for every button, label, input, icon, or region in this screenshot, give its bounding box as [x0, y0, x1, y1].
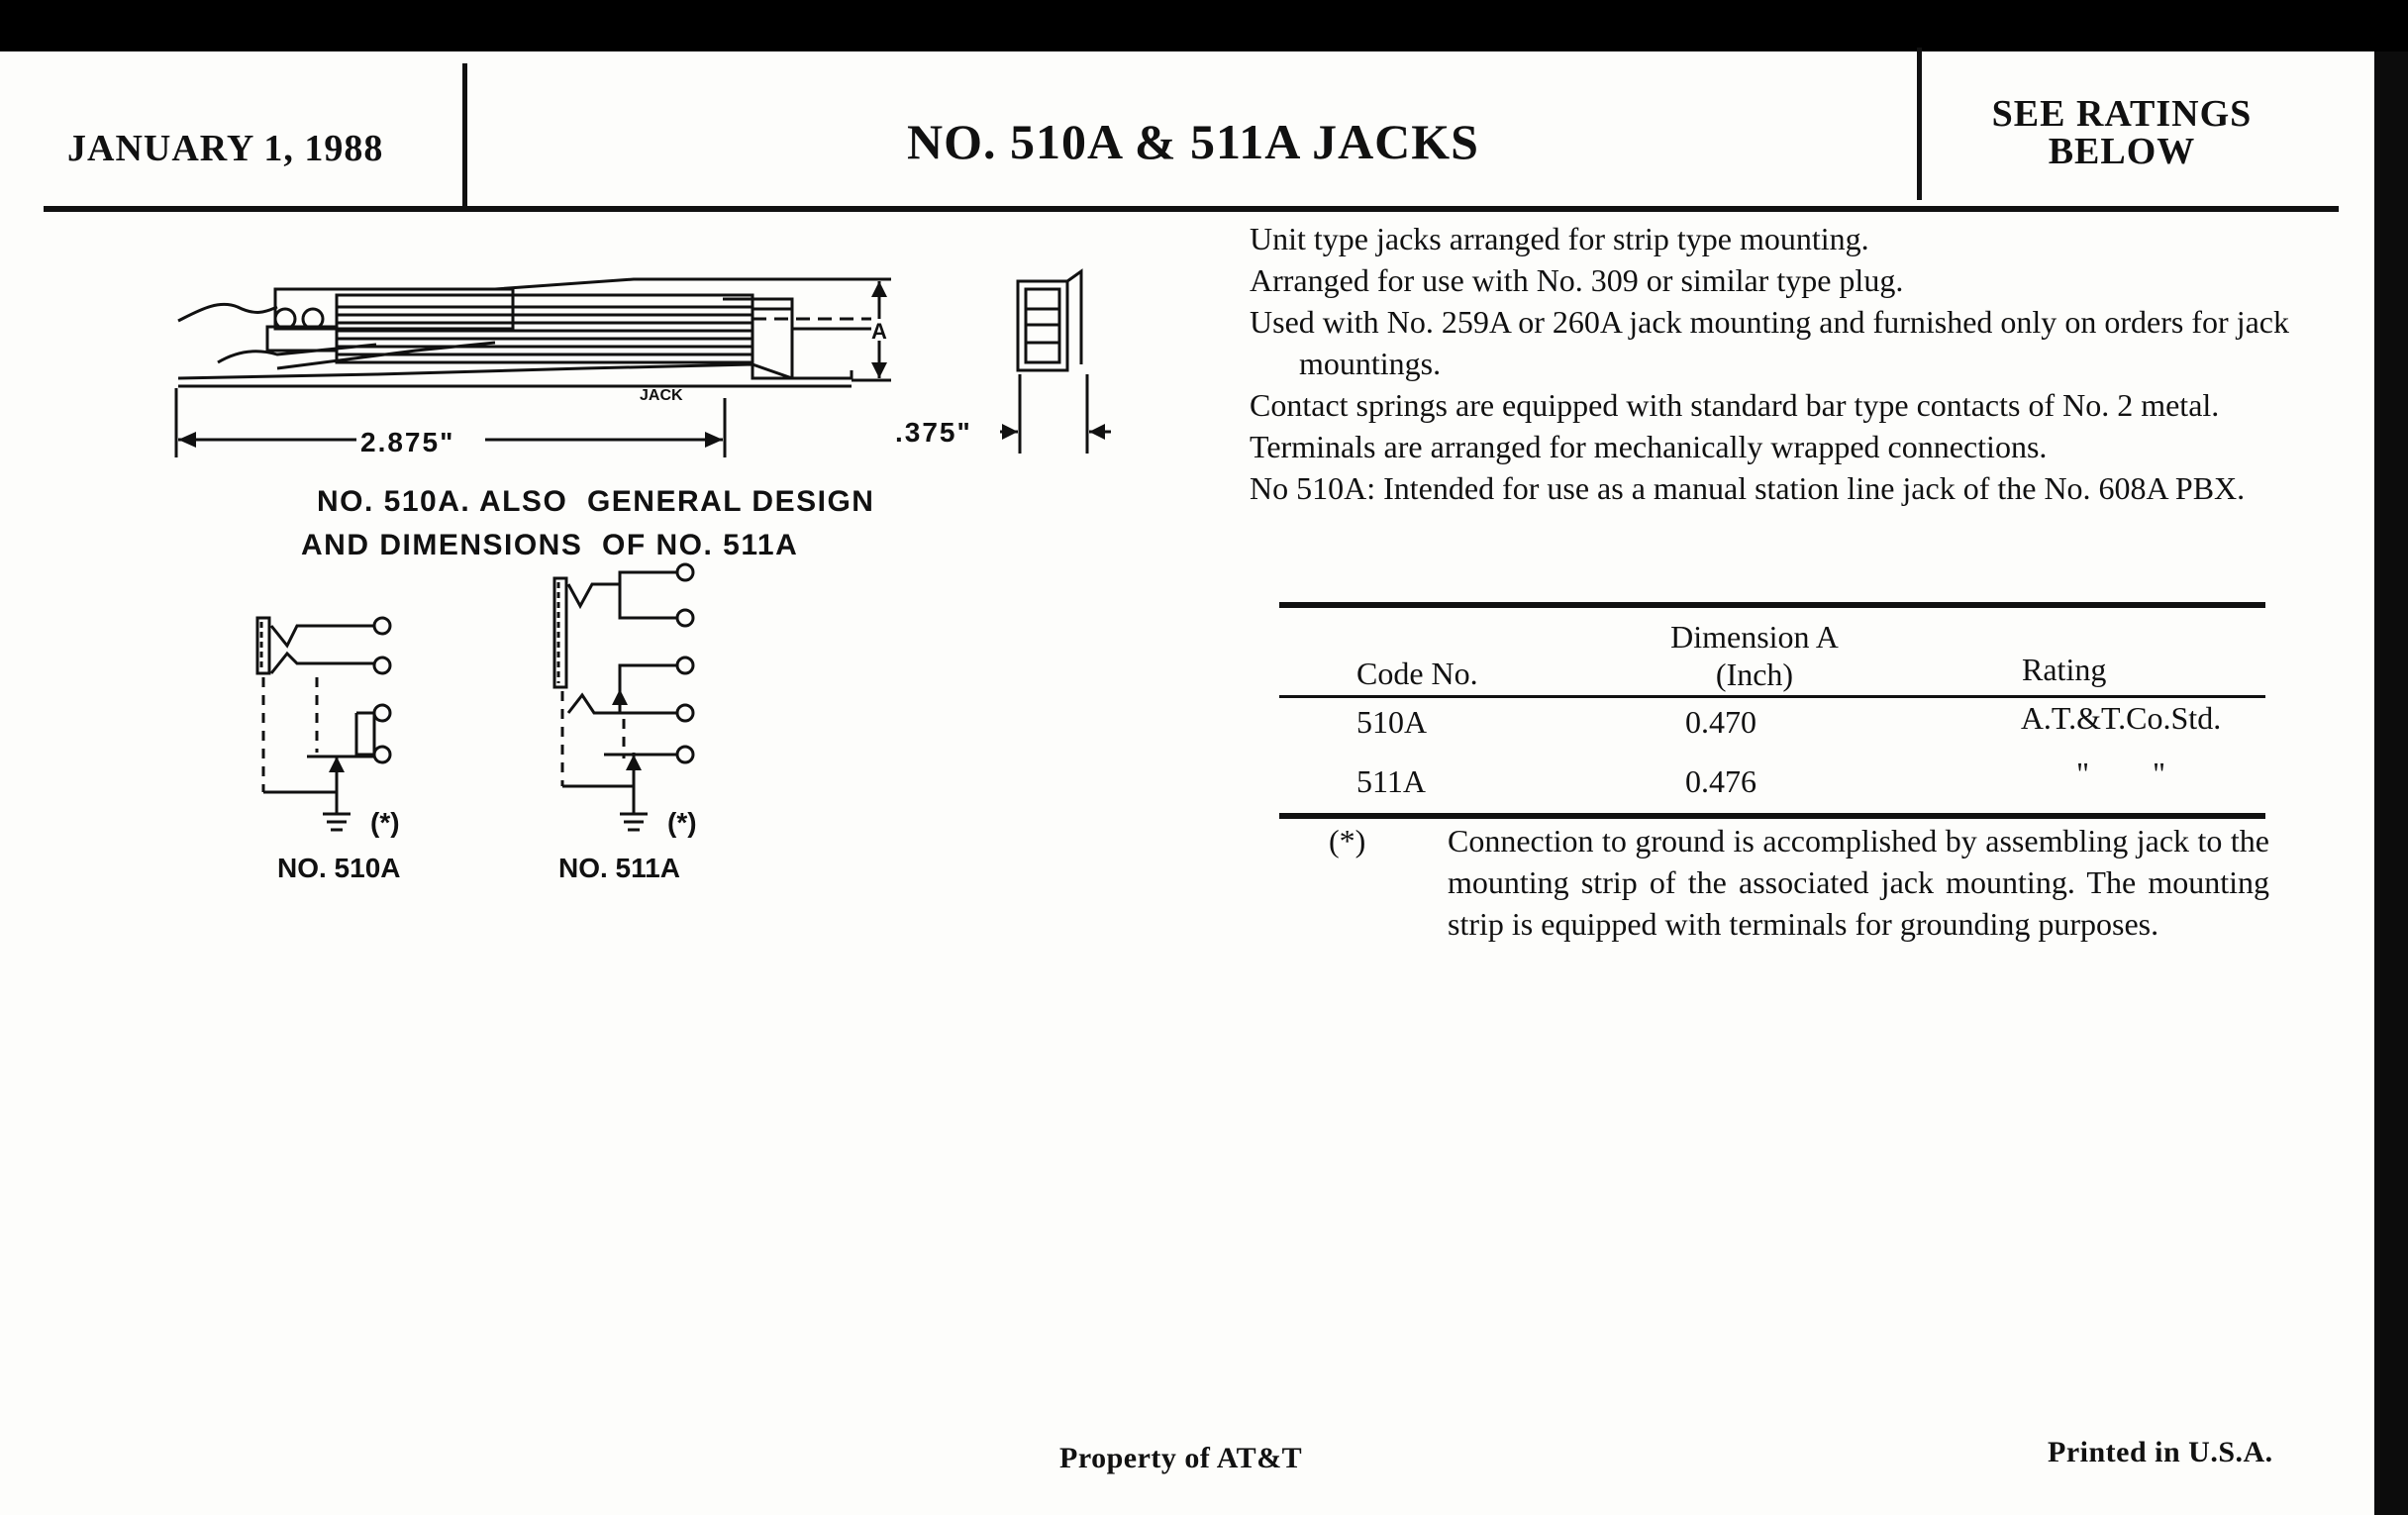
caption-line-1: NO. 510A. ALSO GENERAL DESIGN: [317, 485, 875, 518]
jack-label: JACK: [640, 387, 683, 404]
cell-rating: " ": [2075, 756, 2166, 791]
description-item: Contact springs are equipped with standard bar type contacts of No. 2 metal.: [1250, 387, 2220, 423]
schematic-510a-label: NO. 510A: [277, 853, 401, 883]
page-title: NO. 510A & 511A JACKS: [906, 114, 1479, 169]
header-dimension-line-2: (Inch): [1715, 656, 1794, 692]
property-footer: Property of AT&T: [1059, 1442, 1303, 1474]
ratings-line-2: BELOW: [2048, 131, 2196, 172]
schematic-511a-note: (*): [667, 807, 697, 838]
description-item: No 510A: Intended for use as a manual station line jack of the No. 608A PBX.: [1250, 470, 2246, 506]
printed-footer: Printed in U.S.A.: [2048, 1436, 2273, 1468]
scan-edge: [2374, 51, 2408, 1515]
schematic-511a: [535, 560, 772, 891]
cell-dimension: 0.470: [1685, 704, 1756, 740]
description-item: Terminals are arranged for mechanically wrapped connections.: [1250, 429, 2048, 464]
issue-date: JANUARY 1, 1988: [67, 128, 384, 169]
ratings-line-1: SEE RATINGS: [1991, 93, 2253, 135]
header-rule: [44, 206, 2339, 212]
header-code: Code No.: [1356, 656, 1478, 691]
cell-code: 510A: [1356, 704, 1428, 740]
cell-rating: A.T.&T.Co.Std.: [2020, 700, 2222, 736]
description-item: Unit type jacks arranged for strip type mounting.: [1250, 221, 1869, 256]
cell-dimension: 0.476: [1685, 763, 1756, 799]
ratings-note: [1929, 95, 2315, 170]
cell-code: 511A: [1356, 763, 1426, 799]
table-bottom-rule: [1279, 813, 2265, 819]
table-row: [1279, 756, 2265, 813]
header-dimension-line-1: Dimension A: [1670, 619, 1839, 655]
ratings-table: [1279, 602, 2265, 819]
footnote: [1329, 820, 2269, 945]
dimension-a-label: A: [871, 319, 887, 344]
header-dimension: [1596, 618, 1913, 693]
schematic-510a-note: (*): [370, 807, 400, 838]
footnote-mark: (*): [1329, 823, 1366, 858]
table-header: [1279, 608, 2265, 695]
description-list: [1250, 218, 2289, 509]
length-dimension-label: 2.875": [360, 427, 455, 457]
figure-caption: [297, 477, 931, 566]
footnote-text: Connection to ground is accomplished by assembling jack to the mounting strip of the associated jack mounting. The mounting strip is equipped with terminals for grounding purposes.: [1448, 823, 2269, 942]
jack-end-view-drawing: [891, 265, 1129, 463]
caption-line-2: AND DIMENSIONS OF NO. 511A: [301, 529, 799, 561]
description-item: Arranged for use with No. 309 or similar type plug.: [1250, 262, 1904, 298]
schematic-511a-label: NO. 511A: [558, 853, 680, 883]
header-rating: Rating: [2022, 652, 2107, 687]
width-dimension-label: .375": [895, 417, 972, 448]
table-row: [1279, 698, 2265, 756]
description-item: Used with No. 259A or 260A jack mounting and furnished only on orders for jack mountings.: [1250, 304, 2289, 381]
schematic-510a: [238, 594, 475, 891]
